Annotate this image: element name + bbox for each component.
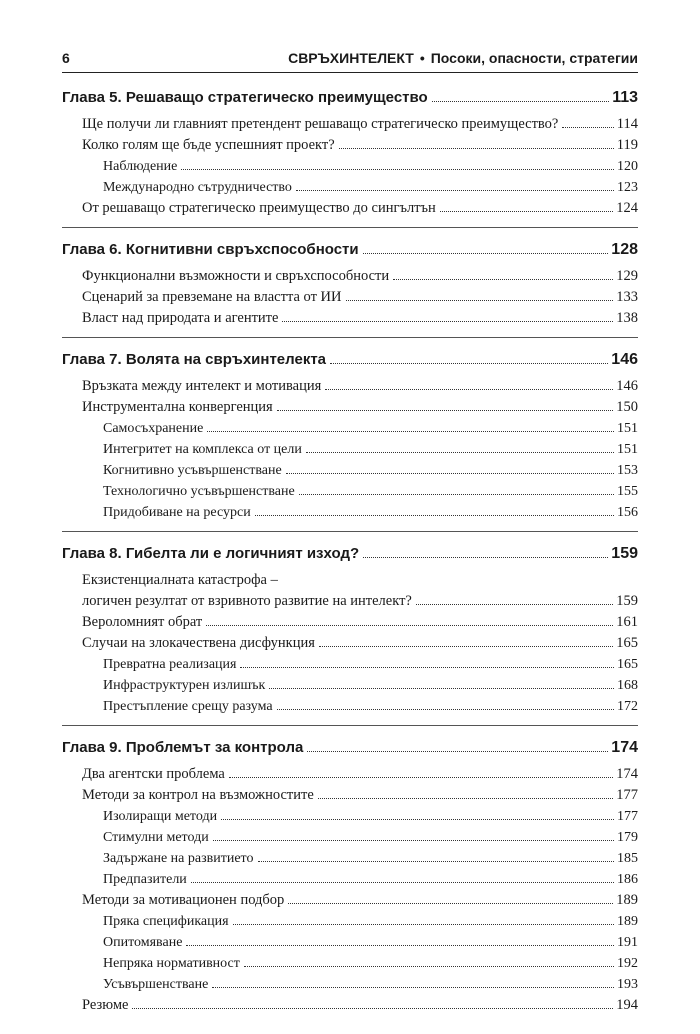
dot-leader [307, 751, 608, 752]
page-ref: 159 [616, 593, 638, 609]
toc-entry[interactable] [62, 806, 638, 827]
dot-leader [206, 625, 613, 626]
toc-entry[interactable] [62, 481, 638, 502]
page-ref: 161 [616, 614, 638, 630]
toc-entry[interactable] [62, 287, 638, 308]
toc-entry[interactable] [62, 266, 638, 287]
entry-title: Престъпление срещу разума [103, 699, 273, 714]
dot-leader [213, 840, 614, 841]
dot-leader [339, 148, 614, 149]
page-ref: 114 [616, 116, 638, 132]
dot-leader [212, 987, 614, 988]
toc-entry[interactable] [62, 114, 638, 135]
page-ref: 146 [616, 378, 638, 394]
chapter-heading[interactable] [62, 736, 638, 760]
dot-leader [181, 169, 614, 170]
toc-entry[interactable] [62, 156, 638, 177]
entry-title: Опитомяване [103, 935, 183, 950]
entry-title: Наблюдение [103, 159, 178, 174]
toc-entry[interactable] [62, 654, 638, 675]
entry-title: Пряка спецификация [103, 914, 229, 929]
toc-entry[interactable] [62, 612, 638, 633]
dot-leader [296, 190, 614, 191]
toc-entry[interactable] [62, 591, 638, 612]
page-ref: 186 [617, 872, 638, 887]
page-ref: 113 [612, 89, 638, 106]
dot-leader [330, 363, 608, 364]
entry-title: Колко голям ще бъде успешният проект? [82, 137, 335, 153]
chapter-heading[interactable] [62, 86, 638, 110]
toc-chapter [62, 542, 638, 726]
page-ref: 177 [617, 809, 638, 824]
entry-title: Усъвършенстване [103, 977, 209, 992]
dot-leader [258, 861, 615, 862]
toc-entry[interactable] [62, 376, 638, 397]
entry-title: Инструментална конвергенция [82, 399, 273, 415]
toc-entry[interactable] [62, 932, 638, 953]
dot-leader [269, 688, 614, 689]
dot-leader [363, 557, 608, 558]
entry-title: Превратна реализация [103, 657, 237, 672]
entry-title: Методи за мотивационен подбор [82, 892, 285, 908]
toc-entry[interactable] [62, 135, 638, 156]
page-ref: 151 [617, 421, 638, 436]
dot-leader [318, 798, 613, 799]
page-ref: 150 [616, 399, 638, 415]
dot-leader [299, 494, 614, 495]
toc-entry[interactable] [62, 827, 638, 848]
entry-title: Връзката между интелект и мотивация [82, 378, 322, 394]
toc-entry[interactable] [62, 995, 638, 1016]
running-header [62, 46, 638, 73]
entry-title: Екзистенциалната катастрофа – [82, 572, 278, 588]
dot-leader [233, 924, 614, 925]
entry-title: Предпазители [103, 872, 187, 887]
page-ref: 168 [617, 678, 638, 693]
book-subtitle: Посоки, опасности, стратегии [430, 50, 638, 66]
entry-title: Два агентски проблема [82, 766, 225, 782]
chapter-heading[interactable] [62, 238, 638, 262]
dot-leader [440, 211, 613, 212]
entry-title: Технологично усъвършенстване [103, 484, 295, 499]
entry-title: Задържане на развитието [103, 851, 254, 866]
table-of-contents [62, 86, 638, 1034]
page-ref: 133 [616, 289, 638, 305]
page-ref: 124 [616, 200, 638, 216]
page-ref: 174 [611, 739, 638, 756]
dot-leader [282, 321, 613, 322]
toc-entry[interactable] [62, 308, 638, 329]
toc-entry[interactable] [62, 696, 638, 717]
entry-title: От решаващо стратегическо преимущество до сингълтън [82, 200, 436, 216]
toc-entry[interactable] [62, 974, 638, 995]
entry-title: Придобиване на ресурси [103, 505, 251, 520]
entry-title: Случаи на злокачествена дисфункция [82, 635, 315, 651]
entry-title: Ще получи ли главният претендент решаващо стратегическо преимущество? [82, 116, 559, 132]
entry-title: Непряка нормативност [103, 956, 240, 971]
dot-leader [416, 604, 613, 605]
dot-leader [319, 646, 613, 647]
page-ref: 165 [616, 635, 638, 651]
dot-leader [306, 452, 614, 453]
dot-leader [288, 903, 613, 904]
entry-title: Методи за контрол на възможностите [82, 787, 314, 803]
page-ref: 123 [617, 180, 638, 195]
dot-leader [363, 253, 609, 254]
toc-entry[interactable] [62, 439, 638, 460]
chapter-title: Глава 7. Волята на свръхинтелекта [62, 351, 327, 368]
running-title [288, 50, 638, 66]
dot-leader [562, 127, 613, 128]
dot-leader [255, 515, 614, 516]
page-ref: 146 [611, 351, 638, 368]
entry-title: Сценарий за превземане на властта от ИИ [82, 289, 342, 305]
page-ref: 193 [617, 977, 638, 992]
page-ref: 165 [617, 657, 638, 672]
chapter-title: Глава 6. Когнитивни свръхспособности [62, 241, 359, 258]
page-ref: 177 [616, 787, 638, 803]
dot-leader [186, 945, 614, 946]
entry-title: Изолиращи методи [103, 809, 218, 824]
dot-leader [244, 966, 614, 967]
toc-entry[interactable] [62, 890, 638, 911]
page-ref: 120 [617, 159, 638, 174]
page-ref: 119 [616, 137, 638, 153]
entry-title: Резюме [82, 997, 129, 1013]
page-ref: 138 [616, 310, 638, 326]
entry-title: Вероломният обрат [82, 614, 203, 630]
dot-leader [221, 819, 614, 820]
entry-title: Международно сътрудничество [103, 180, 292, 195]
toc-entry[interactable] [62, 418, 638, 439]
dot-leader [432, 101, 609, 102]
dot-leader [132, 1008, 613, 1009]
entry-title: Власт над природата и агентите [82, 310, 279, 326]
chapter-title: Глава 8. Гибелта ли е логичният изход? [62, 545, 360, 562]
page-ref: 194 [616, 997, 638, 1013]
entry-title: логичен резултат от взривното развитие на интелект? [82, 593, 412, 609]
dot-leader [277, 410, 614, 411]
entry-title: Интегритет на комплекса от цели [103, 442, 302, 457]
chapter-title: Глава 5. Решаващо стратегическо преимущество [62, 89, 428, 106]
dot-leader [346, 300, 614, 301]
dot-leader [286, 473, 614, 474]
toc-chapter [62, 238, 638, 338]
dot-leader [229, 777, 613, 778]
entry-title: Инфраструктурен излишък [103, 678, 266, 693]
toc-entry[interactable] [62, 502, 638, 523]
dot-leader [191, 882, 614, 883]
page-ref: 185 [617, 851, 638, 866]
toc-entry[interactable] [62, 177, 638, 198]
toc-entry[interactable] [62, 198, 638, 219]
page-ref: 156 [617, 505, 638, 520]
entry-title: Стимулни методи [103, 830, 209, 845]
entry-title: Когнитивно усъвършенстване [103, 463, 282, 478]
page-ref: 192 [617, 956, 638, 971]
toc-entry[interactable] [62, 570, 638, 591]
page-ref: 159 [611, 545, 638, 562]
dot-leader [240, 667, 614, 668]
page-ref: 179 [617, 830, 638, 845]
toc-entry[interactable] [62, 848, 638, 869]
page-ref: 189 [617, 914, 638, 929]
chapter-heading[interactable] [62, 348, 638, 372]
page-ref: 151 [617, 442, 638, 457]
page-number: 6 [62, 50, 70, 66]
dot-leader [325, 389, 613, 390]
chapter-heading[interactable] [62, 542, 638, 566]
toc-chapter [62, 86, 638, 228]
book-title: СВРЪХИНТЕЛЕКТ [288, 50, 414, 66]
toc-entry[interactable] [62, 633, 638, 654]
dot-leader [277, 709, 614, 710]
toc-entry[interactable] [62, 911, 638, 932]
page-ref: 172 [617, 699, 638, 714]
title-separator: • [419, 50, 425, 66]
entry-title: Функционални възможности и свръхспособности [82, 268, 390, 284]
page-ref: 155 [617, 484, 638, 499]
toc-entry[interactable] [62, 397, 638, 418]
toc-entry[interactable] [62, 460, 638, 481]
toc-entry[interactable] [62, 785, 638, 806]
toc-chapter [62, 348, 638, 532]
entry-title: Самосъхранение [103, 421, 204, 436]
dot-leader [207, 431, 614, 432]
dot-leader [393, 279, 613, 280]
page-ref: 129 [616, 268, 638, 284]
toc-entry[interactable] [62, 675, 638, 696]
toc-entry[interactable] [62, 953, 638, 974]
page-ref: 128 [611, 241, 638, 258]
toc-entry[interactable] [62, 869, 638, 890]
toc-entry[interactable] [62, 764, 638, 785]
page-ref: 191 [617, 935, 638, 950]
toc-chapter [62, 736, 638, 1024]
page-ref: 153 [617, 463, 638, 478]
chapter-title: Глава 9. Проблемът за контрола [62, 739, 304, 756]
page-ref: 174 [616, 766, 638, 782]
page-ref: 189 [616, 892, 638, 908]
